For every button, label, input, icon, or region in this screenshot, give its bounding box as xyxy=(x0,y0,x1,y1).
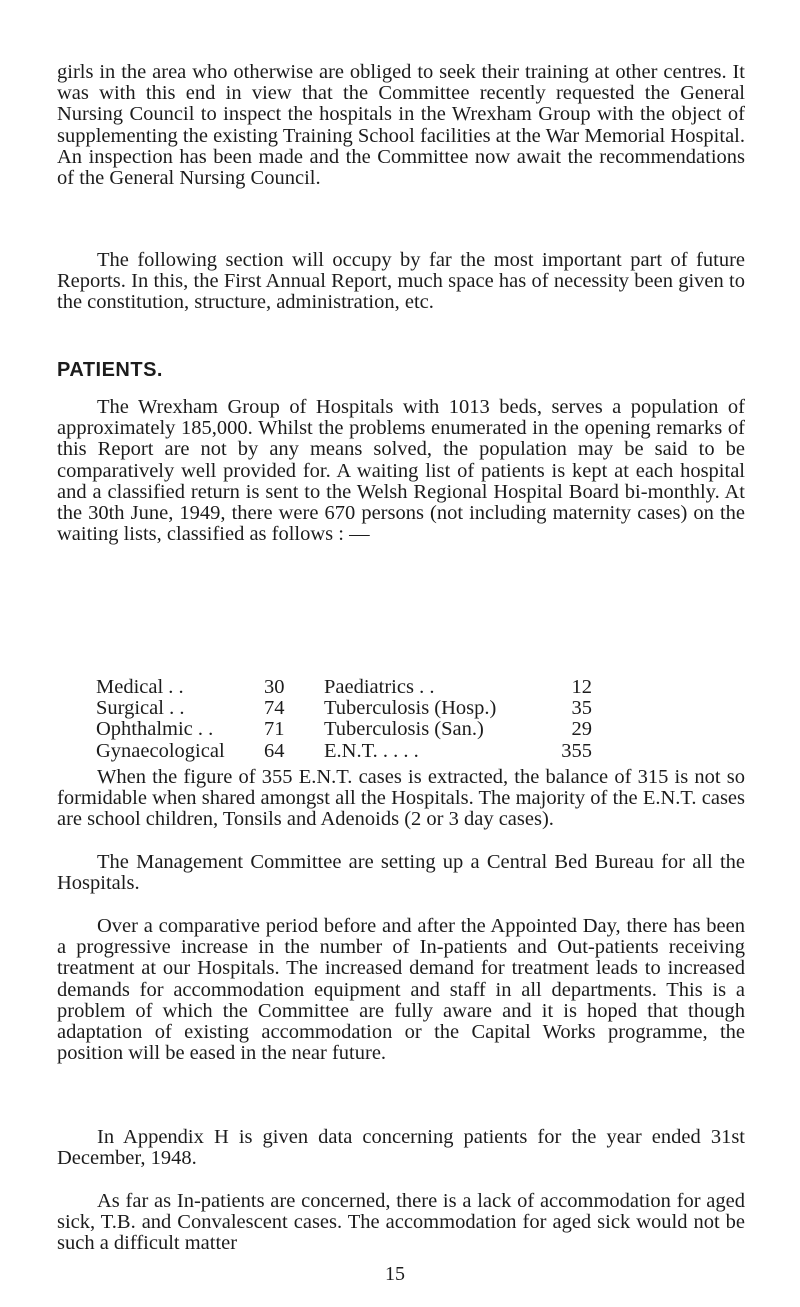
category-count: 12 xyxy=(571,676,592,698)
category-label: Ophthalmic . . xyxy=(96,718,214,741)
category-count: 355 xyxy=(561,739,592,762)
category-label: Surgical . . xyxy=(96,697,185,720)
waiting-list-table xyxy=(96,677,592,762)
paragraph-appendix-h: In Appendix H is given data concerning patients for the year ended 31st December, 1948. xyxy=(57,1126,745,1170)
category-label: E.N.T. . . . . xyxy=(324,739,419,762)
category-label: Tuberculosis (Hosp.) xyxy=(324,697,497,720)
category-label: Gynaecological xyxy=(96,739,225,762)
table-row xyxy=(96,719,592,740)
category-label: Medical . . xyxy=(96,676,184,698)
paragraph-ent-cases: When the figure of 355 E.N.T. cases is extracted, the balance of 315 is not so formidable when shared amongst all the Hospitals. The majority of the E.N.T. cases are school children, Tonsils and Adenoids (2 or 3 day cases). xyxy=(57,766,745,831)
section-heading-patients: PATIENTS. xyxy=(57,359,163,381)
category-count: 71 xyxy=(264,718,285,741)
table-row xyxy=(96,741,592,762)
category-count: 64 xyxy=(264,739,285,762)
category-label: Paediatrics . . xyxy=(324,676,435,698)
category-count: 29 xyxy=(571,718,592,741)
table-row xyxy=(96,677,592,698)
page-number: 15 xyxy=(385,1263,405,1285)
paragraph-wrexham-group: The Wrexham Group of Hospitals with 1013 beds, serves a population of approximately 185,000. Whilst the problems enumerated in the opening remarks of this Report are not by any means solved, the population may be said to be comparatively well provided for. A waiting list of patients is kept at each hospital and a classified return is sent to the Welsh Regional Hospital Board bi-monthly. At the 30th June, 1949, there were 670 persons (not including maternity cases) on the waiting lists, classified as follows : — xyxy=(57,396,745,546)
table-row xyxy=(96,698,592,719)
paragraph-bed-bureau: The Management Committee are setting up a Central Bed Bureau for all the Hospitals. xyxy=(57,851,745,895)
category-count: 35 xyxy=(571,697,592,720)
category-label: Tuberculosis (San.) xyxy=(324,718,484,741)
category-count: 74 xyxy=(264,697,285,720)
paragraph-future-reports: The following section will occupy by far the most important part of future Reports. In this, the First Annual Report, much space has of necessity been given to the constitution, structure, administration, etc. xyxy=(57,249,745,314)
paragraph-progressive-increase: Over a comparative period before and after the Appointed Day, there has been a progressive increase in the number of In-patients and Out-patients receiving treatment at our Hospitals. The increased demand for treatment leads to increased demands for accommodation equipment and staff in all departments. This is a problem of which the Committee are fully aware and it is hoped that though adaptation of existing accommodation or the Capital Works programme, the position will be eased in the near future. xyxy=(57,915,745,1065)
category-count: 30 xyxy=(264,676,285,698)
paragraph-inpatients: As far as In-patients are concerned, there is a lack of accommodation for aged sick, T.B. and Convalescent cases. The accommodation for aged sick would not be such a difficult matter xyxy=(57,1190,745,1255)
paragraph-training: girls in the area who otherwise are obliged to seek their training at other centres. It was with this end in view that the Committee recently requested the General Nursing Council to inspect the hospitals in the Wrexham Group with the object of supplementing the existing Training School facilities at the War Memorial Hospital. An inspection has been made and the Committee now await the recommendations of the General Nursing Council. xyxy=(57,61,745,190)
